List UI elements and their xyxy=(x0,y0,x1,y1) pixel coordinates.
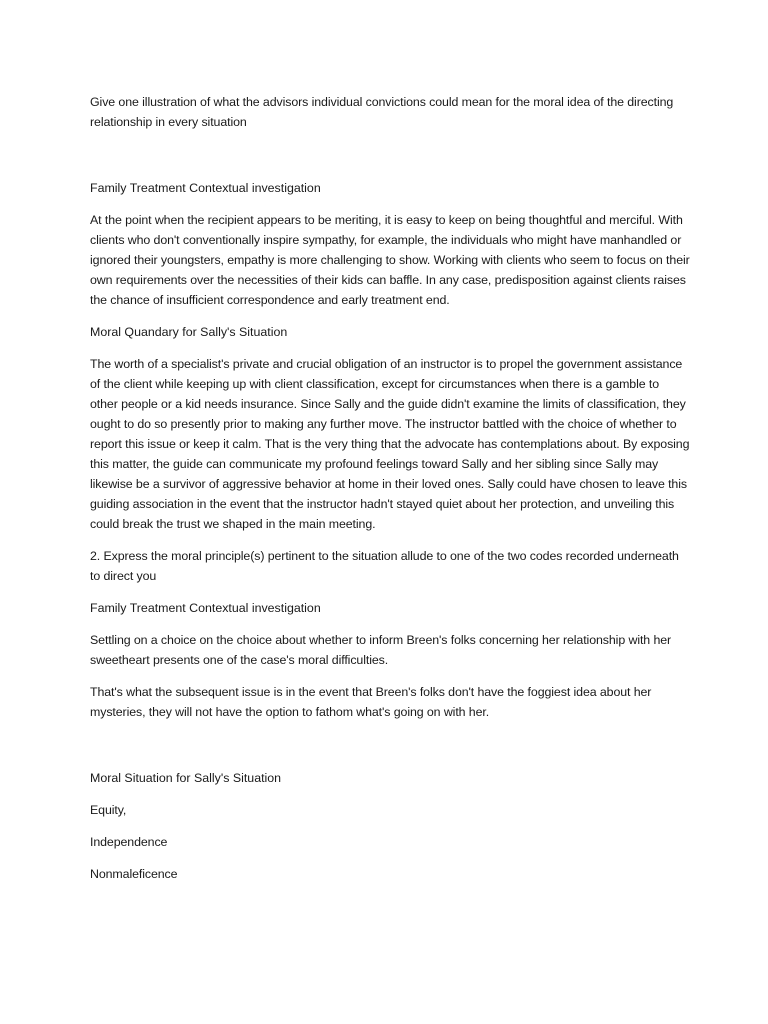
list-item-independence: Independence xyxy=(90,835,168,849)
list-item-equity: Equity, xyxy=(90,803,127,817)
paragraph-breen-choice: Settling on a choice on the choice about whether to inform Breen's folks concerning her relationship with her sweetheart presents one of the case's moral difficulties. xyxy=(90,633,672,667)
section-heading-family-treatment: Family Treatment Contextual investigation xyxy=(90,181,321,195)
section-heading-family-treatment-2: Family Treatment Contextual investigation xyxy=(90,601,321,615)
list-item-nonmaleficence: Nonmaleficence xyxy=(90,867,178,881)
section-heading-moral-situation: Moral Situation for Sally's Situation xyxy=(90,771,282,785)
document-body xyxy=(90,92,690,884)
section-heading-moral-quandary: Moral Quandary for Sally's Situation xyxy=(90,325,288,339)
paragraph-recipient-meriting: At the point when the recipient appears to be meriting, it is easy to keep on being thoughtful and merciful. With clients who don't conventionally inspire sympathy, for example, the individuals who might have manhandled or ignored their youngsters, empathy is more challenging to show. Working with clients who seem to focus on their own requirements over the necessities of their kids can baffle. In any case, predisposition against clients raises the chance of insufficient correspondence and early treatment end. xyxy=(90,213,690,307)
paragraph-breen-mysteries: That's what the subsequent issue is in the event that Breen's folks don't have the foggiest idea about her mysteries, they will not have the option to fathom what's going on with her. xyxy=(90,685,652,719)
prompt-question-1: Give one illustration of what the advisors individual convictions could mean for the moral idea of the directing relationship in every situation xyxy=(90,95,674,129)
prompt-question-2: 2. Express the moral principle(s) pertinent to the situation allude to one of the two codes recorded underneath to direct you xyxy=(90,549,679,583)
paragraph-specialist-obligation: The worth of a specialist's private and crucial obligation of an instructor is to propel the government assistance of the client while keeping up with client classification, except for circumstances when there is a gamble to other people or a kid needs insurance. Since Sally and the guide didn't examine the limits of classification, they ought to do so presently prior to making any further move. The instructor battled with the choice of whether to report this issue or keep it calm. That is the very thing that the advocate has contemplations about. By exposing this matter, the guide can communicate my profound feelings toward Sally and her sibling since Sally may likewise be a survivor of aggressive behavior at home in their loved ones. Sally could have chosen to leave this guiding association in the event that the instructor hadn't stayed quiet about her protection, and unveiling this could break the trust we shaped in the main meeting. xyxy=(90,357,690,531)
